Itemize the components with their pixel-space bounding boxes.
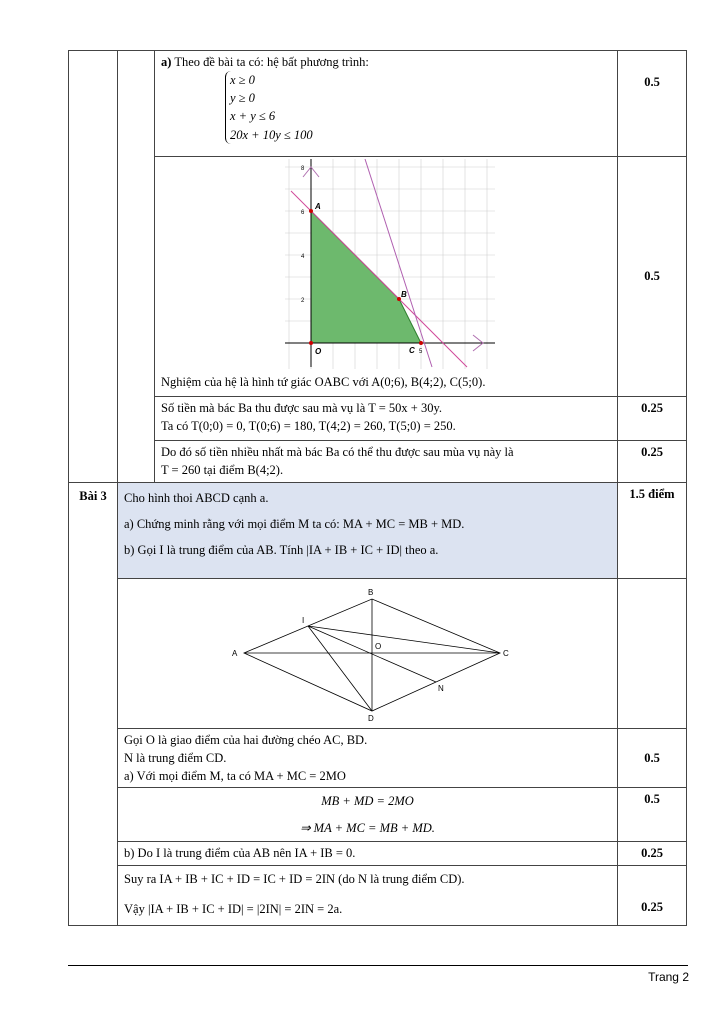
label-a-vertex: A (232, 649, 238, 658)
label-c: C (409, 346, 415, 355)
conclusion-line-2: T = 260 tại điểm B(4;2). (161, 463, 284, 478)
x-tick-5: 5 (419, 349, 423, 355)
label-c-vertex: C (503, 649, 509, 658)
inequality-3: x + y ≤ 6 (230, 109, 276, 124)
score-conclusion: 0.25 (618, 441, 687, 483)
solution-text: Nghiệm của hệ là hình tứ giác OABC với A(0;6), B(4;2), C(5;0). (161, 375, 486, 389)
part-b-text: b) Gọi I là trung điểm của AB. Tính |IA + IB + IC + ID| theo a. (124, 543, 439, 558)
b1-text: b) Do I là trung điểm của AB nên IA + IB = 0. (124, 846, 356, 861)
conclusion-cell (155, 441, 618, 483)
score-figure (618, 579, 687, 729)
label-d-vertex: D (368, 714, 374, 723)
sol-line-3: a) Với mọi điểm M, ta có MA + MC = 2MO (124, 769, 346, 784)
label-b-vertex: B (368, 588, 374, 597)
label-o: O (315, 347, 322, 356)
solution-b1-cell (118, 842, 618, 865)
solution-a-equations (118, 788, 618, 842)
inequality-2: y ≥ 0 (230, 91, 255, 106)
score-a1: 0.5 (618, 729, 687, 788)
score-b1: 0.25 (618, 842, 687, 865)
score-money: 0.25 (618, 397, 687, 441)
system-intro: Theo đề bài ta có: hệ bất phương trình: (174, 55, 369, 69)
score-graph: 0.5 (618, 157, 687, 397)
point-a (309, 209, 313, 213)
money-text: Số tiền mà bác Ba thu được sau mà vụ là T = 50x + 30y. (161, 401, 443, 415)
inequality-system (225, 71, 611, 144)
y-tick-8: 8 (301, 166, 305, 172)
part-a-label: a) (161, 55, 172, 69)
equation-1: MB + MD = 2MO (321, 794, 414, 809)
conclusion-line-1: Do đó số tiền nhiều nhất mà bác Ba có thể thu được sau mùa vụ này là (161, 445, 514, 459)
answer-table (68, 50, 687, 926)
rhombus-figure-cell (118, 579, 618, 729)
values-text: Ta có T(0;0) = 0, T(0;6) = 180, T(4;2) = 260, T(5;0) = 250. (161, 419, 456, 434)
score-total: 1.5 điểm (618, 483, 687, 579)
score-a2: 0.5 (618, 788, 687, 842)
label-b: B (401, 290, 407, 299)
solution-a-cell (118, 729, 618, 788)
y-tick-2: 2 (301, 298, 305, 304)
b3-text: Vậy |IA + IB + IC + ID| = |2IN| = 2IN = 2a. (124, 901, 343, 916)
inequality-4: 20x + 10y ≤ 100 (230, 127, 313, 142)
solution-b2-cell (118, 865, 618, 925)
rhombus-figure (222, 585, 522, 725)
point-c (419, 341, 423, 345)
graph-cell (155, 157, 618, 397)
sol-line-1: Gọi O là giao điểm của hai đường chéo AC, BD. (124, 733, 368, 747)
score-system: 0.5 (618, 51, 687, 157)
feasible-region-graph (285, 159, 495, 369)
problem-3-statement (118, 483, 618, 579)
blank-problem-cell (69, 51, 118, 483)
y-tick-6: 6 (301, 210, 305, 216)
label-a: A (315, 202, 321, 211)
label-n: N (438, 684, 444, 693)
blank-sub-cell (118, 51, 155, 483)
label-i: I (302, 616, 305, 625)
y-tick-4: 4 (301, 254, 305, 260)
sol-line-2: N là trung điểm CD. (124, 751, 227, 766)
b2-text: Suy ra IA + IB + IC + ID = IC + ID = 2IN (do N là trung điểm CD). (124, 871, 465, 886)
money-cell (155, 397, 618, 441)
part-a-text: a) Chứng minh rằng với mọi điểm M ta có: MA + MC = MB + MD. (124, 517, 465, 532)
footer-divider (68, 965, 688, 966)
equation-2: ⇒ MA + MC = MB + MD. (300, 820, 435, 835)
label-o-center: O (375, 642, 382, 651)
inequality-1: x ≥ 0 (230, 73, 255, 88)
statement-text: Cho hình thoi ABCD cạnh a. (124, 491, 269, 505)
point-o (309, 341, 313, 345)
system-cell (155, 51, 618, 157)
score-b3: 0.25 (618, 865, 687, 925)
problem-3-label: Bài 3 (69, 483, 118, 926)
page-number: Trang 2 (648, 970, 689, 984)
